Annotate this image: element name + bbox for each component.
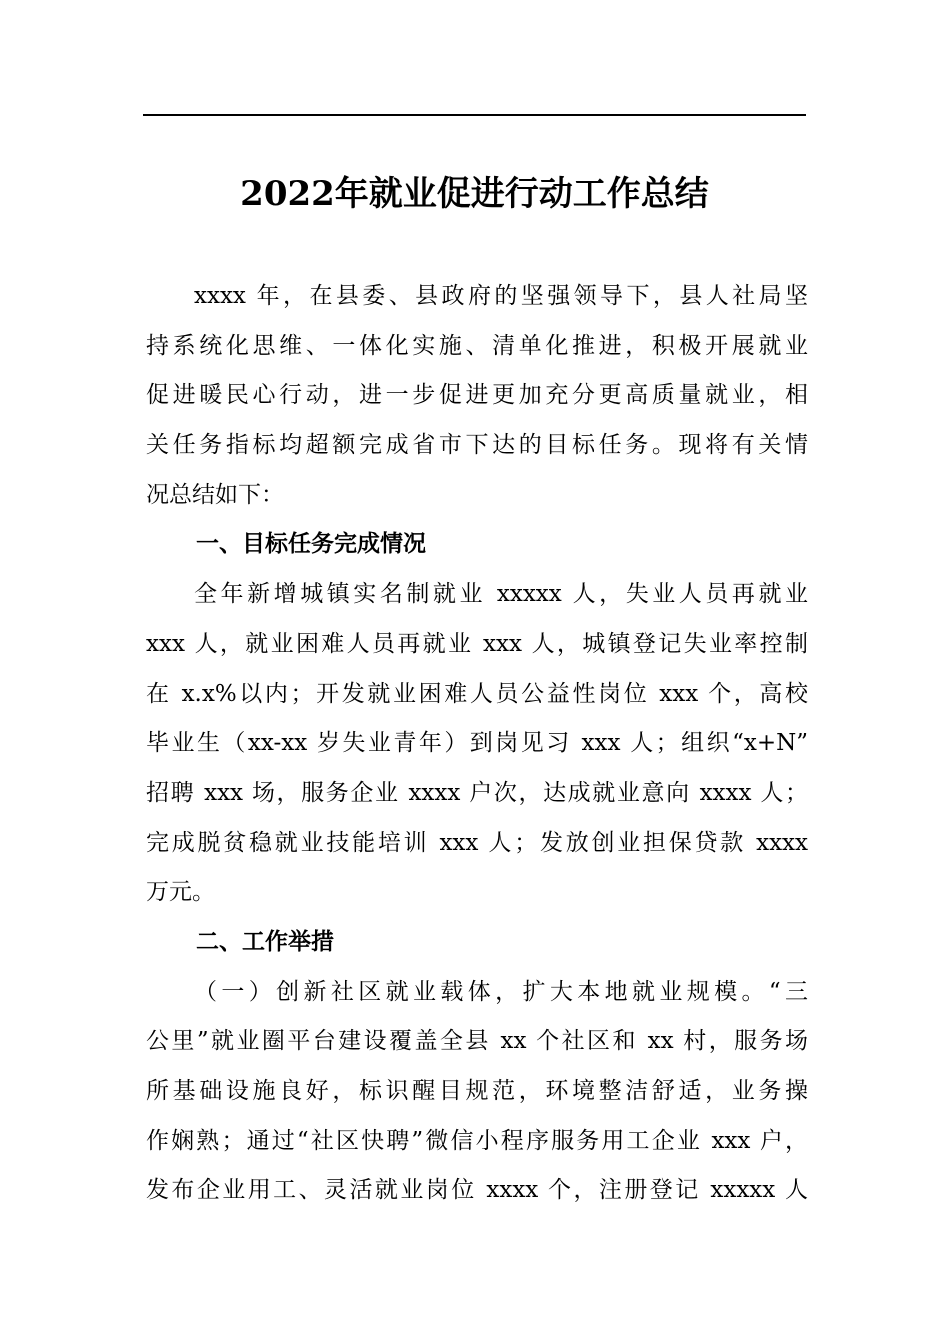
paragraph-line: xxxx 年，在县委、县政府的坚强领导下，县人社局坚 — [194, 283, 808, 309]
section-heading: 一、目标任务完成情况 — [196, 531, 426, 558]
paragraph-line: （一）创新社区就业载体，扩大本地就业规模。“三 — [194, 978, 808, 1005]
paragraph-line: 招聘 xxx 场，服务企业 xxxx 户次，达成就业意向 xxxx 人； — [146, 779, 808, 806]
section-heading: 二、工作举措 — [196, 928, 334, 955]
paragraph-line: xxx 人，就业困难人员再就业 xxx 人，城镇登记失业率控制 — [146, 630, 808, 657]
paragraph-line: 完成脱贫稳就业技能培训 xxx 人；发放创业担保贷款 xxxx — [146, 829, 808, 856]
paragraph-line: 在 x.x%以内；开发就业困难人员公益性岗位 xxx 个，高校 — [146, 680, 808, 707]
paragraph-line: 关任务指标均超额完成省市下达的目标任务。现将有关情 — [146, 432, 808, 459]
paragraph-line: 持系统化思维、一体化实施、清单化推进，积极开展就业 — [146, 332, 808, 359]
paragraph-line: 作娴熟；通过“社区快聘”微信小程序服务用工企业 xxx 户， — [146, 1127, 808, 1154]
header-rule — [143, 114, 806, 116]
paragraph-line: 促进暖民心行动，进一步促进更加充分更高质量就业，相 — [146, 382, 808, 409]
document-title: 2022年就业促进行动工作总结 — [240, 174, 709, 214]
paragraph-line: 公里”就业圈平台建设覆盖全县 xx 个社区和 xx 村，服务场 — [146, 1028, 808, 1055]
paragraph-line: 全年新增城镇实名制就业 xxxxx 人，失业人员再就业 — [194, 581, 808, 608]
paragraph-line: 发布企业用工、灵活就业岗位 xxxx 个，注册登记 xxxxx 人 — [146, 1177, 808, 1204]
document-body — [146, 272, 808, 1216]
paragraph-line: 毕业生（xx-xx 岁失业青年）到岗见习 xxx 人；组织“x+N” — [146, 730, 808, 757]
paragraph-line: 所基础设施良好，标识醒目规范，环境整洁舒适，业务操 — [146, 1078, 808, 1104]
paragraph-line: 万元。 — [146, 879, 215, 906]
paragraph-line: 况总结如下： — [146, 481, 284, 508]
